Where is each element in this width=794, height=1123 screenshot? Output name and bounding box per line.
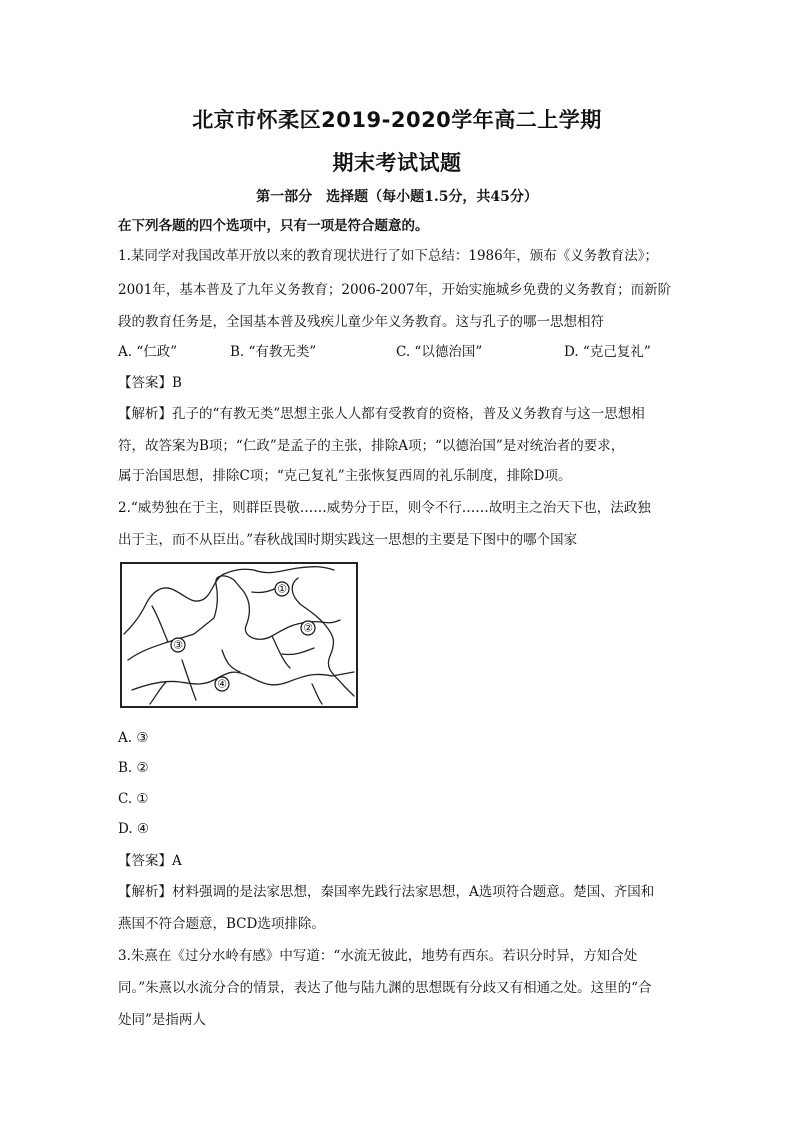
q1-option-b: B. “有教无类” (230, 344, 317, 360)
q2-option-a: A. ③ (118, 730, 149, 746)
map-border-path (124, 569, 254, 634)
q2-option-b: B. ② (118, 760, 149, 776)
map-river-path (132, 672, 354, 690)
map-coast-path (292, 578, 300, 604)
instruction-text: 在下列各题的四个选项中，只有一项是符合题意的。 (118, 218, 429, 234)
q1-stem-line3: 段的教育任务是，全国基本普及残疾儿童少年义务教育。这与孔子的哪一思想相符 (118, 314, 604, 330)
map-river-path (182, 660, 196, 700)
map-river-path (272, 636, 290, 668)
q2-stem-line2: 出于主，而不从臣出。”春秋战国时期实践这一思想的主要是下图中的哪个国家 (118, 532, 578, 548)
q3-stem-line2: 同。”朱熹以水流分合的情景，表达了他与陆九渊的思想既有分歧又有相通之处。这里的“合 (118, 980, 652, 996)
q2-stem-line1: 2.“威势独在于主，则群臣畏敬……威势分于臣，则令不行……故明主之治天下也，法政独 (118, 500, 651, 516)
map-marker-label: ① (277, 582, 287, 596)
q2-option-c: C. ① (118, 791, 149, 807)
map-marker-label: ④ (217, 677, 227, 691)
q2-analysis-line1: 【解析】材料强调的是法家思想，秦国率先践行法家思想，A选项符合题意。楚国、齐国和 (118, 884, 655, 900)
q1-stem-line1: 1.某同学对我国改革开放以来的教育现状进行了如下总结：1986年，颁布《义务教育法》； (118, 248, 658, 264)
q1-option-a: A. “仁政” (118, 344, 178, 360)
map-marker-label: ② (303, 621, 313, 635)
q3-stem-line3: 处同”是指两人 (118, 1012, 206, 1028)
exam-subtitle: 期末考试试题 (332, 151, 462, 175)
historical-map-figure (120, 562, 358, 708)
map-river-path (222, 650, 240, 672)
q1-answer: 【答案】B (118, 375, 182, 391)
q1-analysis-line2: 符，故答案为B项；“仁政”是孟子的主张，排除A项；“以德治国”是对统治者的要求， (118, 438, 625, 454)
q2-answer: 【答案】A (118, 853, 182, 869)
q1-stem-line2: 2001年，基本普及了九年义务教育；2006-2007年，开始实施城乡免费的义务教育；而新阶 (118, 282, 672, 298)
map-river-path (282, 648, 314, 655)
map-river-path (312, 684, 322, 704)
section-heading: 第一部分 选择题（每小题1.5分，共45分） (256, 189, 538, 205)
exam-title: 北京市怀柔区2019-2020学年高二上学期 (192, 108, 602, 132)
q1-analysis-line1: 【解析】孔子的“有教无类”思想主张人人都有受教育的资格，普及义务教育与这一思想相 (118, 406, 645, 422)
map-border-path (254, 567, 334, 573)
q3-stem-line1: 3.朱熹在《过分水岭有感》中写道：“水流无彼此，地势有西东。若识分时异，方知合处 (118, 948, 638, 964)
q1-analysis-line3: 属于治国思想，排除C项；“克己复礼”主张恢复西周的礼乐制度，排除D项。 (118, 468, 572, 484)
q1-option-c: C. “以德治国” (396, 344, 483, 360)
map-river-path (152, 606, 168, 642)
map-drawing (122, 564, 356, 706)
q1-option-d: D. “克己复礼” (564, 344, 651, 360)
q2-analysis-line2: 燕国不符合题意，BCD选项排除。 (118, 916, 325, 932)
q2-option-d: D. ④ (118, 821, 150, 837)
map-river-path (150, 682, 166, 704)
map-marker-label: ③ (173, 638, 183, 652)
